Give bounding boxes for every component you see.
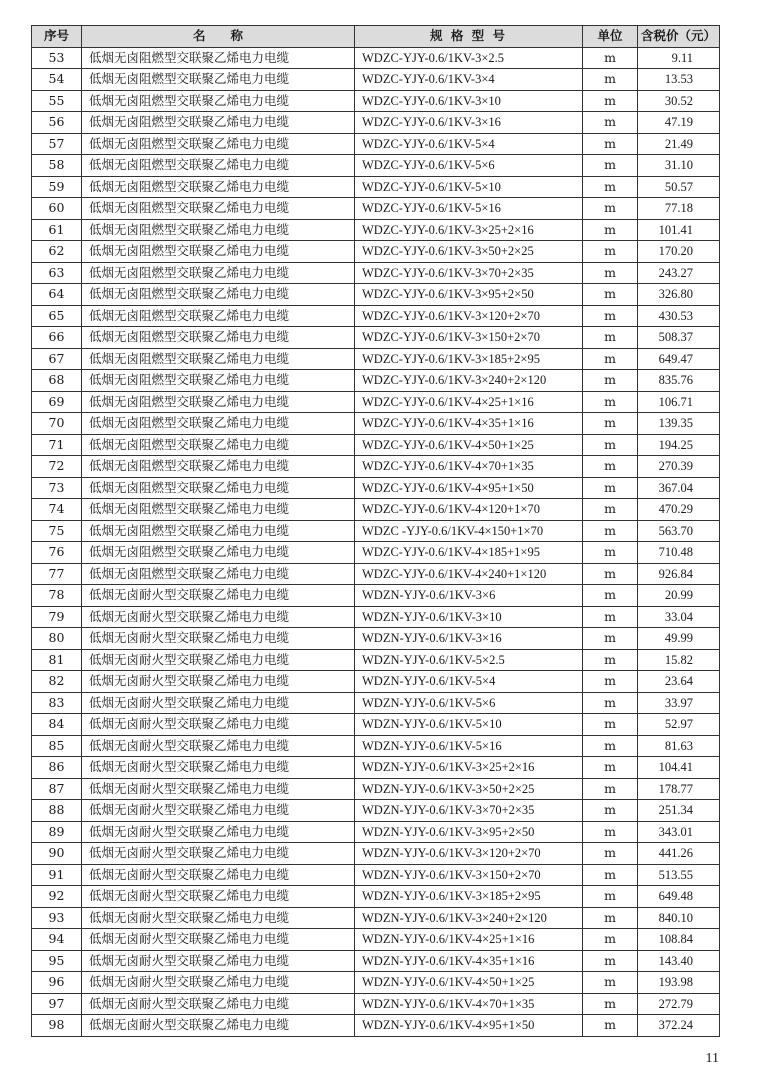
table-row <box>32 671 720 693</box>
cell-price: 104.41 <box>638 757 720 779</box>
cell-name: 低烟无卤阻燃型交联聚乙烯电力电缆 <box>82 262 355 284</box>
cell-name: 低烟无卤耐火型交联聚乙烯电力电缆 <box>82 843 355 865</box>
cell-spec: WDZN-YJY-0.6/1KV-5×4 <box>355 671 583 693</box>
table-row <box>32 821 720 843</box>
cell-no: 90 <box>32 843 82 865</box>
cell-no: 54 <box>32 69 82 91</box>
cell-unit: m <box>583 757 638 779</box>
cell-spec: WDZC-YJY-0.6/1KV-3×50+2×25 <box>355 241 583 263</box>
cell-spec: WDZN-YJY-0.6/1KV-5×2.5 <box>355 649 583 671</box>
cell-price: 270.39 <box>638 456 720 478</box>
cell-spec: WDZC-YJY-0.6/1KV-4×35+1×16 <box>355 413 583 435</box>
cell-name: 低烟无卤耐火型交联聚乙烯电力电缆 <box>82 993 355 1015</box>
cell-price: 367.04 <box>638 477 720 499</box>
page-number: 11 <box>705 1051 719 1066</box>
cell-no: 68 <box>32 370 82 392</box>
cell-no: 83 <box>32 692 82 714</box>
cell-no: 59 <box>32 176 82 198</box>
cell-unit: m <box>583 327 638 349</box>
cell-spec: WDZC-YJY-0.6/1KV-4×95+1×50 <box>355 477 583 499</box>
cell-no: 81 <box>32 649 82 671</box>
cell-spec: WDZC-YJY-0.6/1KV-3×10 <box>355 90 583 112</box>
header-unit: 单位 <box>583 26 638 48</box>
cell-unit: m <box>583 112 638 134</box>
cell-no: 95 <box>32 950 82 972</box>
table-row <box>32 348 720 370</box>
cell-no: 58 <box>32 155 82 177</box>
cell-price: 835.76 <box>638 370 720 392</box>
cell-name: 低烟无卤阻燃型交联聚乙烯电力电缆 <box>82 327 355 349</box>
cell-spec: WDZC-YJY-0.6/1KV-4×185+1×95 <box>355 542 583 564</box>
cell-unit: m <box>583 198 638 220</box>
cell-name: 低烟无卤耐火型交联聚乙烯电力电缆 <box>82 1015 355 1037</box>
cell-price: 33.97 <box>638 692 720 714</box>
table-row <box>32 757 720 779</box>
cell-unit: m <box>583 284 638 306</box>
cell-spec: WDZN-YJY-0.6/1KV-3×120+2×70 <box>355 843 583 865</box>
cell-name: 低烟无卤阻燃型交联聚乙烯电力电缆 <box>82 499 355 521</box>
cell-price: 20.99 <box>638 585 720 607</box>
cell-no: 73 <box>32 477 82 499</box>
cell-spec: WDZN-YJY-0.6/1KV-3×95+2×50 <box>355 821 583 843</box>
cell-unit: m <box>583 47 638 69</box>
table-row <box>32 391 720 413</box>
cell-no: 60 <box>32 198 82 220</box>
cell-spec: WDZN-YJY-0.6/1KV-3×240+2×120 <box>355 907 583 929</box>
cell-unit: m <box>583 972 638 994</box>
cell-unit: m <box>583 520 638 542</box>
cell-unit: m <box>583 821 638 843</box>
cell-name: 低烟无卤阻燃型交联聚乙烯电力电缆 <box>82 198 355 220</box>
table-row <box>32 434 720 456</box>
cell-price: 170.20 <box>638 241 720 263</box>
cell-no: 67 <box>32 348 82 370</box>
table-row <box>32 520 720 542</box>
cell-no: 66 <box>32 327 82 349</box>
cell-no: 84 <box>32 714 82 736</box>
cell-no: 82 <box>32 671 82 693</box>
cell-name: 低烟无卤阻燃型交联聚乙烯电力电缆 <box>82 69 355 91</box>
cell-no: 96 <box>32 972 82 994</box>
table-row <box>32 929 720 951</box>
cell-spec: WDZN-YJY-0.6/1KV-3×16 <box>355 628 583 650</box>
cell-no: 56 <box>32 112 82 134</box>
cell-price: 81.63 <box>638 735 720 757</box>
cell-name: 低烟无卤阻燃型交联聚乙烯电力电缆 <box>82 241 355 263</box>
cell-price: 563.70 <box>638 520 720 542</box>
cell-unit: m <box>583 1015 638 1037</box>
header-no: 序号 <box>32 26 82 48</box>
cell-spec: WDZC-YJY-0.6/1KV-3×120+2×70 <box>355 305 583 327</box>
cell-price: 649.48 <box>638 886 720 908</box>
cell-no: 65 <box>32 305 82 327</box>
header-name: 名 称 <box>82 26 355 48</box>
cell-no: 53 <box>32 47 82 69</box>
cell-price: 513.55 <box>638 864 720 886</box>
cell-no: 78 <box>32 585 82 607</box>
cell-unit: m <box>583 735 638 757</box>
cell-unit: m <box>583 456 638 478</box>
cell-no: 85 <box>32 735 82 757</box>
cell-price: 193.98 <box>638 972 720 994</box>
cell-name: 低烟无卤耐火型交联聚乙烯电力电缆 <box>82 757 355 779</box>
cell-unit: m <box>583 778 638 800</box>
cell-unit: m <box>583 714 638 736</box>
cell-unit: m <box>583 671 638 693</box>
cell-unit: m <box>583 348 638 370</box>
cell-name: 低烟无卤阻燃型交联聚乙烯电力电缆 <box>82 90 355 112</box>
table-row <box>32 1015 720 1037</box>
cell-spec: WDZC-YJY-0.6/1KV-5×4 <box>355 133 583 155</box>
table-row <box>32 993 720 1015</box>
cell-price: 13.53 <box>638 69 720 91</box>
cell-price: 9.11 <box>638 47 720 69</box>
table-row <box>32 628 720 650</box>
cell-no: 62 <box>32 241 82 263</box>
cell-name: 低烟无卤耐火型交联聚乙烯电力电缆 <box>82 585 355 607</box>
cell-unit: m <box>583 305 638 327</box>
cell-unit: m <box>583 649 638 671</box>
cell-no: 63 <box>32 262 82 284</box>
cell-no: 57 <box>32 133 82 155</box>
table-row <box>32 112 720 134</box>
table-row <box>32 499 720 521</box>
cell-name: 低烟无卤耐火型交联聚乙烯电力电缆 <box>82 649 355 671</box>
cell-spec: WDZC-YJY-0.6/1KV-3×25+2×16 <box>355 219 583 241</box>
cell-spec: WDZC-YJY-0.6/1KV-3×150+2×70 <box>355 327 583 349</box>
table-row <box>32 69 720 91</box>
cell-price: 326.80 <box>638 284 720 306</box>
table-row <box>32 714 720 736</box>
table-row <box>32 692 720 714</box>
cell-name: 低烟无卤耐火型交联聚乙烯电力电缆 <box>82 628 355 650</box>
cell-unit: m <box>583 391 638 413</box>
cell-price: 194.25 <box>638 434 720 456</box>
cell-spec: WDZC-YJY-0.6/1KV-4×50+1×25 <box>355 434 583 456</box>
cell-no: 79 <box>32 606 82 628</box>
cell-unit: m <box>583 886 638 908</box>
cell-name: 低烟无卤阻燃型交联聚乙烯电力电缆 <box>82 413 355 435</box>
cell-spec: WDZN-YJY-0.6/1KV-3×10 <box>355 606 583 628</box>
table-row <box>32 477 720 499</box>
cell-unit: m <box>583 843 638 865</box>
cell-spec: WDZN-YJY-0.6/1KV-3×6 <box>355 585 583 607</box>
cell-unit: m <box>583 176 638 198</box>
cell-price: 31.10 <box>638 155 720 177</box>
table-header-row <box>32 26 720 48</box>
cell-no: 75 <box>32 520 82 542</box>
cell-spec: WDZC-YJY-0.6/1KV-3×4 <box>355 69 583 91</box>
cell-price: 178.77 <box>638 778 720 800</box>
cell-price: 372.24 <box>638 1015 720 1037</box>
cell-name: 低烟无卤阻燃型交联聚乙烯电力电缆 <box>82 305 355 327</box>
cell-unit: m <box>583 628 638 650</box>
cell-unit: m <box>583 800 638 822</box>
cell-no: 97 <box>32 993 82 1015</box>
cell-spec: WDZN-YJY-0.6/1KV-4×95+1×50 <box>355 1015 583 1037</box>
cell-spec: WDZN-YJY-0.6/1KV-3×50+2×25 <box>355 778 583 800</box>
cell-price: 430.53 <box>638 305 720 327</box>
cell-name: 低烟无卤阻燃型交联聚乙烯电力电缆 <box>82 155 355 177</box>
table-row <box>32 133 720 155</box>
cell-spec: WDZN-YJY-0.6/1KV-5×10 <box>355 714 583 736</box>
table-row <box>32 563 720 585</box>
cell-price: 101.41 <box>638 219 720 241</box>
cell-spec: WDZC-YJY-0.6/1KV-3×70+2×35 <box>355 262 583 284</box>
cell-unit: m <box>583 262 638 284</box>
cell-no: 69 <box>32 391 82 413</box>
table-row <box>32 843 720 865</box>
cell-spec: WDZC -YJY-0.6/1KV-4×150+1×70 <box>355 520 583 542</box>
cell-unit: m <box>583 542 638 564</box>
cell-price: 49.99 <box>638 628 720 650</box>
cell-spec: WDZC-YJY-0.6/1KV-5×6 <box>355 155 583 177</box>
cell-spec: WDZN-YJY-0.6/1KV-4×50+1×25 <box>355 972 583 994</box>
cell-no: 87 <box>32 778 82 800</box>
cell-no: 94 <box>32 929 82 951</box>
cell-price: 77.18 <box>638 198 720 220</box>
cell-price: 272.79 <box>638 993 720 1015</box>
cell-unit: m <box>583 370 638 392</box>
cell-unit: m <box>583 155 638 177</box>
cell-price: 710.48 <box>638 542 720 564</box>
cell-name: 低烟无卤耐火型交联聚乙烯电力电缆 <box>82 692 355 714</box>
cell-unit: m <box>583 477 638 499</box>
cell-spec: WDZC-YJY-0.6/1KV-3×95+2×50 <box>355 284 583 306</box>
cell-unit: m <box>583 692 638 714</box>
cell-price: 106.71 <box>638 391 720 413</box>
cell-price: 30.52 <box>638 90 720 112</box>
cell-spec: WDZC-YJY-0.6/1KV-4×120+1×70 <box>355 499 583 521</box>
cell-spec: WDZN-YJY-0.6/1KV-3×150+2×70 <box>355 864 583 886</box>
cell-spec: WDZN-YJY-0.6/1KV-4×25+1×16 <box>355 929 583 951</box>
cell-name: 低烟无卤耐火型交联聚乙烯电力电缆 <box>82 735 355 757</box>
cell-name: 低烟无卤耐火型交联聚乙烯电力电缆 <box>82 606 355 628</box>
cell-spec: WDZC-YJY-0.6/1KV-3×240+2×120 <box>355 370 583 392</box>
cell-spec: WDZN-YJY-0.6/1KV-3×25+2×16 <box>355 757 583 779</box>
cell-name: 低烟无卤阻燃型交联聚乙烯电力电缆 <box>82 391 355 413</box>
cell-price: 243.27 <box>638 262 720 284</box>
cell-no: 91 <box>32 864 82 886</box>
cell-spec: WDZN-YJY-0.6/1KV-4×70+1×35 <box>355 993 583 1015</box>
table-row <box>32 886 720 908</box>
table-row <box>32 864 720 886</box>
cell-no: 74 <box>32 499 82 521</box>
cell-name: 低烟无卤耐火型交联聚乙烯电力电缆 <box>82 778 355 800</box>
cell-name: 低烟无卤阻燃型交联聚乙烯电力电缆 <box>82 176 355 198</box>
cell-name: 低烟无卤耐火型交联聚乙烯电力电缆 <box>82 800 355 822</box>
cell-name: 低烟无卤阻燃型交联聚乙烯电力电缆 <box>82 520 355 542</box>
cell-name: 低烟无卤耐火型交联聚乙烯电力电缆 <box>82 714 355 736</box>
table-row <box>32 456 720 478</box>
table-body <box>32 47 720 1036</box>
cell-unit: m <box>583 606 638 628</box>
table-row <box>32 262 720 284</box>
cell-price: 50.57 <box>638 176 720 198</box>
table-row <box>32 907 720 929</box>
table-row <box>32 542 720 564</box>
cell-spec: WDZN-YJY-0.6/1KV-4×35+1×16 <box>355 950 583 972</box>
cell-name: 低烟无卤阻燃型交联聚乙烯电力电缆 <box>82 434 355 456</box>
cell-name: 低烟无卤阻燃型交联聚乙烯电力电缆 <box>82 284 355 306</box>
cell-unit: m <box>583 864 638 886</box>
cell-no: 72 <box>32 456 82 478</box>
cell-name: 低烟无卤阻燃型交联聚乙烯电力电缆 <box>82 133 355 155</box>
cell-no: 98 <box>32 1015 82 1037</box>
table-row <box>32 649 720 671</box>
cell-name: 低烟无卤耐火型交联聚乙烯电力电缆 <box>82 929 355 951</box>
cell-name: 低烟无卤阻燃型交联聚乙烯电力电缆 <box>82 456 355 478</box>
cell-price: 143.40 <box>638 950 720 972</box>
cell-unit: m <box>583 563 638 585</box>
cell-unit: m <box>583 241 638 263</box>
cell-price: 470.29 <box>638 499 720 521</box>
cell-name: 低烟无卤阻燃型交联聚乙烯电力电缆 <box>82 563 355 585</box>
cell-no: 61 <box>32 219 82 241</box>
cell-no: 64 <box>32 284 82 306</box>
cell-price: 441.26 <box>638 843 720 865</box>
cell-price: 508.37 <box>638 327 720 349</box>
cell-spec: WDZC-YJY-0.6/1KV-4×25+1×16 <box>355 391 583 413</box>
cell-name: 低烟无卤阻燃型交联聚乙烯电力电缆 <box>82 477 355 499</box>
cell-name: 低烟无卤耐火型交联聚乙烯电力电缆 <box>82 950 355 972</box>
cell-spec: WDZC-YJY-0.6/1KV-4×70+1×35 <box>355 456 583 478</box>
table-row <box>32 305 720 327</box>
table-row <box>32 972 720 994</box>
table-row <box>32 219 720 241</box>
cell-spec: WDZN-YJY-0.6/1KV-5×16 <box>355 735 583 757</box>
cell-unit: m <box>583 993 638 1015</box>
table-row <box>32 241 720 263</box>
cell-name: 低烟无卤耐火型交联聚乙烯电力电缆 <box>82 671 355 693</box>
cell-unit: m <box>583 950 638 972</box>
cell-unit: m <box>583 90 638 112</box>
table-row <box>32 370 720 392</box>
cell-price: 108.84 <box>638 929 720 951</box>
header-price: 含税价（元） <box>638 26 720 48</box>
table-row <box>32 606 720 628</box>
table-row <box>32 284 720 306</box>
cell-price: 33.04 <box>638 606 720 628</box>
cell-no: 80 <box>32 628 82 650</box>
table-row <box>32 155 720 177</box>
cell-no: 76 <box>32 542 82 564</box>
cell-unit: m <box>583 585 638 607</box>
table-row <box>32 778 720 800</box>
cell-price: 52.97 <box>638 714 720 736</box>
table-row <box>32 198 720 220</box>
cell-price: 23.64 <box>638 671 720 693</box>
table-row <box>32 327 720 349</box>
cell-spec: WDZC-YJY-0.6/1KV-3×185+2×95 <box>355 348 583 370</box>
cell-price: 15.82 <box>638 649 720 671</box>
cell-name: 低烟无卤耐火型交联聚乙烯电力电缆 <box>82 821 355 843</box>
cell-no: 71 <box>32 434 82 456</box>
table-row <box>32 413 720 435</box>
cell-name: 低烟无卤阻燃型交联聚乙烯电力电缆 <box>82 370 355 392</box>
cell-unit: m <box>583 929 638 951</box>
cell-name: 低烟无卤耐火型交联聚乙烯电力电缆 <box>82 864 355 886</box>
cell-price: 926.84 <box>638 563 720 585</box>
table-row <box>32 90 720 112</box>
cell-no: 89 <box>32 821 82 843</box>
cell-spec: WDZC-YJY-0.6/1KV-5×16 <box>355 198 583 220</box>
cell-name: 低烟无卤阻燃型交联聚乙烯电力电缆 <box>82 542 355 564</box>
table-row <box>32 735 720 757</box>
cell-name: 低烟无卤耐火型交联聚乙烯电力电缆 <box>82 972 355 994</box>
cell-name: 低烟无卤耐火型交联聚乙烯电力电缆 <box>82 886 355 908</box>
cell-name: 低烟无卤阻燃型交联聚乙烯电力电缆 <box>82 219 355 241</box>
cell-spec: WDZC-YJY-0.6/1KV-5×10 <box>355 176 583 198</box>
cell-unit: m <box>583 499 638 521</box>
cell-no: 55 <box>32 90 82 112</box>
cell-name: 低烟无卤阻燃型交联聚乙烯电力电缆 <box>82 112 355 134</box>
cell-unit: m <box>583 434 638 456</box>
cell-price: 47.19 <box>638 112 720 134</box>
cell-price: 840.10 <box>638 907 720 929</box>
header-spec: 规 格 型 号 <box>355 26 583 48</box>
cell-price: 343.01 <box>638 821 720 843</box>
cell-unit: m <box>583 69 638 91</box>
cell-spec: WDZC-YJY-0.6/1KV-3×16 <box>355 112 583 134</box>
price-table <box>31 25 720 1037</box>
cell-no: 70 <box>32 413 82 435</box>
table-row <box>32 176 720 198</box>
cell-unit: m <box>583 907 638 929</box>
cell-price: 139.35 <box>638 413 720 435</box>
cell-price: 21.49 <box>638 133 720 155</box>
cell-no: 77 <box>32 563 82 585</box>
table-row <box>32 800 720 822</box>
cell-price: 649.47 <box>638 348 720 370</box>
cell-unit: m <box>583 219 638 241</box>
cell-spec: WDZN-YJY-0.6/1KV-3×185+2×95 <box>355 886 583 908</box>
cell-unit: m <box>583 413 638 435</box>
cell-no: 86 <box>32 757 82 779</box>
table-row <box>32 950 720 972</box>
cell-spec: WDZN-YJY-0.6/1KV-3×70+2×35 <box>355 800 583 822</box>
cell-unit: m <box>583 133 638 155</box>
cell-price: 251.34 <box>638 800 720 822</box>
table-row <box>32 47 720 69</box>
cell-name: 低烟无卤阻燃型交联聚乙烯电力电缆 <box>82 47 355 69</box>
cell-no: 88 <box>32 800 82 822</box>
cell-no: 93 <box>32 907 82 929</box>
cell-name: 低烟无卤阻燃型交联聚乙烯电力电缆 <box>82 348 355 370</box>
cell-spec: WDZN-YJY-0.6/1KV-5×6 <box>355 692 583 714</box>
cell-name: 低烟无卤耐火型交联聚乙烯电力电缆 <box>82 907 355 929</box>
cell-spec: WDZC-YJY-0.6/1KV-4×240+1×120 <box>355 563 583 585</box>
table-row <box>32 585 720 607</box>
cell-spec: WDZC-YJY-0.6/1KV-3×2.5 <box>355 47 583 69</box>
cell-no: 92 <box>32 886 82 908</box>
